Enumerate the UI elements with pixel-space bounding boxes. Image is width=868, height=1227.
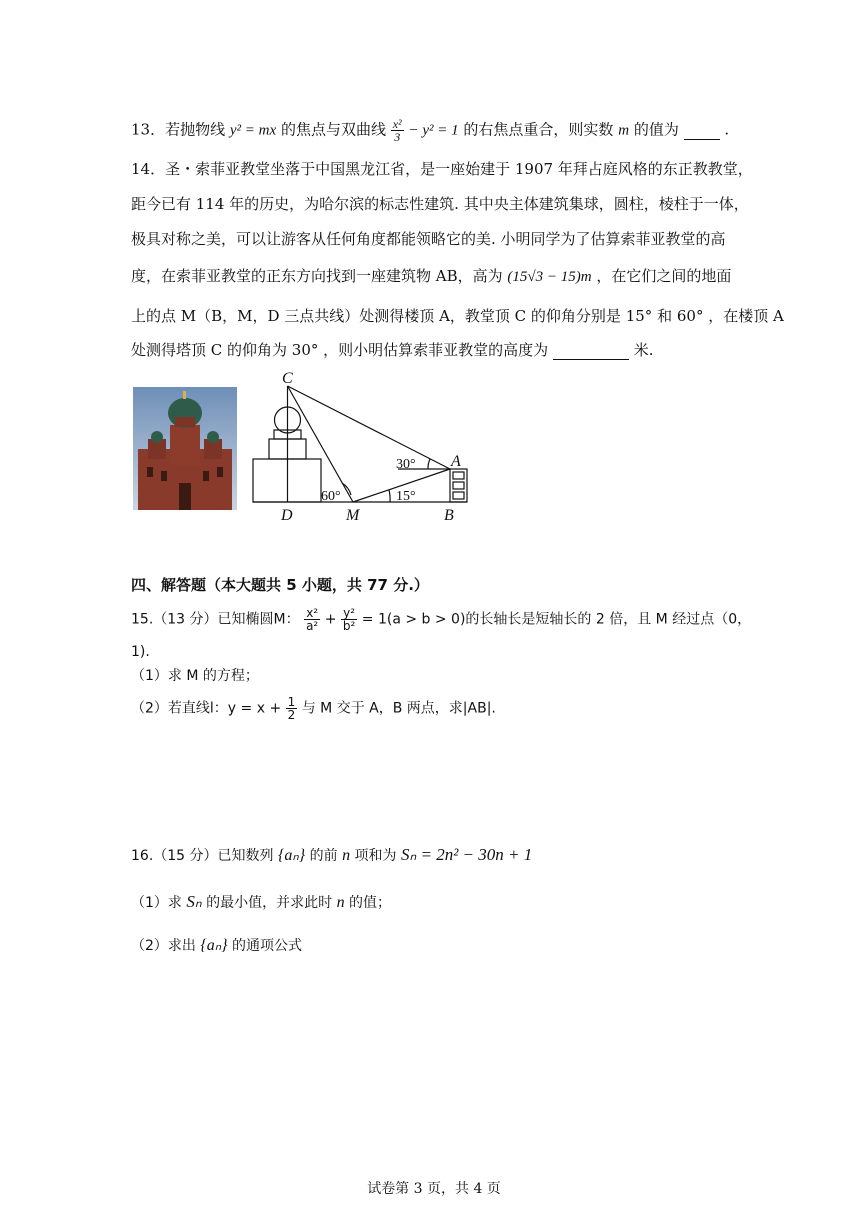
angle-15-label: 15° bbox=[396, 489, 416, 504]
q15-part2a: （2）若直线l：y = x + bbox=[131, 700, 282, 717]
q16-part2 bbox=[131, 935, 302, 955]
q14-line6 bbox=[131, 339, 654, 360]
q13-end: . bbox=[724, 120, 730, 139]
window-3 bbox=[453, 492, 464, 499]
label-A: A bbox=[451, 453, 461, 470]
geometry-diagram bbox=[250, 370, 475, 525]
q16-n: n bbox=[342, 847, 351, 864]
q14-line1: 14．圣・索菲亚教堂坐落于中国黑龙江省，是一座始建于 1907 年拜占庭风格的东正教教堂， bbox=[131, 160, 753, 178]
q14-answer-blank bbox=[553, 341, 629, 360]
q14-angle-30: 30° bbox=[291, 341, 319, 359]
q16-part2a: （2）求出 bbox=[131, 938, 196, 954]
q13-frac-den: 3 bbox=[394, 130, 401, 144]
cathedral-photo bbox=[133, 387, 237, 510]
q16-part1b: 的最小值，并求此时 bbox=[206, 895, 333, 911]
q15-line1 bbox=[131, 607, 751, 632]
q15-frac-y-den: b² bbox=[342, 619, 356, 633]
label-C: C bbox=[282, 370, 293, 387]
q15-part2 bbox=[131, 696, 496, 721]
q15-frac-x-den: a² bbox=[306, 619, 319, 633]
q14-line6c: ，则小明估算索菲亚教堂的高度为 bbox=[323, 341, 549, 359]
q13-text-3: 的值为 bbox=[633, 120, 679, 139]
q15-frac-x bbox=[304, 607, 320, 632]
q14-line3: 极具对称之美，可以让游客从任何角度都能领略它的美. 小明同学为了估算索菲亚教堂的高 bbox=[131, 230, 726, 248]
q16-part1-n: n bbox=[336, 894, 345, 911]
q13-prefix: 13．若抛物线 bbox=[131, 120, 226, 139]
q13-hyperbola-eq: − y² = 1 bbox=[408, 122, 459, 139]
q16-part1 bbox=[131, 892, 391, 912]
q13-text-1: 的焦点与双曲线 bbox=[280, 120, 386, 139]
arc-30 bbox=[428, 459, 430, 469]
window-2 bbox=[453, 482, 464, 489]
q14-line5e: ，在楼顶 A bbox=[708, 307, 784, 325]
q16-formula: Sₙ = 2n² − 30n + 1 bbox=[400, 845, 533, 864]
q15-line1a: 15.（13 分）已知椭圆M： bbox=[131, 611, 300, 628]
q16-part2-sequence: {aₙ} bbox=[200, 937, 228, 954]
q16-line1 bbox=[131, 845, 532, 865]
q13-text-2: 的右焦点重合，则实数 bbox=[463, 120, 614, 139]
q14-line5c: 和 bbox=[657, 307, 673, 325]
arc-15 bbox=[389, 490, 390, 502]
angle-60-label: 60° bbox=[321, 489, 341, 504]
q14-line4 bbox=[131, 265, 731, 286]
q16-sequence: {aₙ} bbox=[277, 847, 306, 864]
q14-line6a: 处测得塔顶 C 的仰角为 bbox=[131, 341, 288, 359]
q14-height-value: (15√3 − 15)m bbox=[507, 269, 592, 285]
q15-part1: （1）求 M 的方程； bbox=[131, 668, 259, 684]
section-4-heading: 四、解答题（本大题共 5 小题，共 77 分.） bbox=[131, 576, 429, 594]
q13-frac-num: x² bbox=[392, 117, 402, 131]
q14-angle-60: 60° bbox=[676, 307, 704, 325]
q15-frac-half-den: 2 bbox=[287, 708, 296, 722]
label-D: D bbox=[281, 507, 293, 524]
q16-line1b: 的前 bbox=[309, 848, 338, 864]
q15-plus: + bbox=[324, 611, 337, 628]
question-13 bbox=[131, 118, 729, 143]
q16-line1a: 16.（15 分）已知数列 bbox=[131, 848, 274, 864]
q15-frac-y-num: y² bbox=[341, 607, 357, 620]
q15-frac-x-num: x² bbox=[304, 607, 320, 620]
q16-part1c: 的值； bbox=[349, 895, 392, 911]
q15-frac-half bbox=[286, 696, 298, 721]
q16-Sn: Sₙ bbox=[186, 892, 202, 911]
window-1 bbox=[453, 472, 464, 479]
q14-line5 bbox=[131, 305, 784, 326]
q15-line1b: = 1(a > b > 0)的长轴长是短轴长的 2 倍，且 M 经过点（0， bbox=[361, 611, 752, 628]
q13-answer-blank bbox=[684, 121, 720, 140]
page-footer: 试卷第 3 页，共 4 页 bbox=[367, 1181, 501, 1197]
label-B: B bbox=[444, 507, 454, 524]
q16-line1c: 项和为 bbox=[354, 848, 397, 864]
q16-part2b: 的通项公式 bbox=[232, 938, 302, 954]
label-M: M bbox=[346, 507, 360, 524]
line-CA bbox=[288, 386, 451, 469]
q15-line2: 1). bbox=[131, 644, 150, 660]
q14-angle-15: 15° bbox=[625, 307, 653, 325]
q13-fraction bbox=[391, 118, 404, 143]
q13-var: m bbox=[618, 122, 630, 139]
q15-frac-y bbox=[341, 607, 357, 632]
q14-line6d: 米. bbox=[633, 341, 654, 359]
q14-line4a: 度，在索菲亚教堂的正东方向找到一座建筑物 AB，高为 bbox=[131, 267, 503, 285]
q14-line5a: 上的点 M（B，M，D 三点共线）处测得楼顶 A，教堂顶 C 的仰角分别是 bbox=[131, 307, 621, 325]
angle-30-label: 30° bbox=[396, 457, 416, 472]
q13-parabola-eq: y² = mx bbox=[229, 122, 277, 139]
q14-line2: 距今已有 114 年的历史，为哈尔滨的标志性建筑. 其中央主体建筑集球，圆柱，棱柱于一体， bbox=[131, 195, 749, 213]
q16-part1a: （1）求 bbox=[131, 895, 182, 911]
q15-frac-half-num: 1 bbox=[287, 695, 296, 709]
q15-part2b: 与 M 交于 A，B 两点，求|AB|. bbox=[301, 700, 496, 717]
q14-line4c: ，在它们之间的地面 bbox=[596, 267, 732, 285]
